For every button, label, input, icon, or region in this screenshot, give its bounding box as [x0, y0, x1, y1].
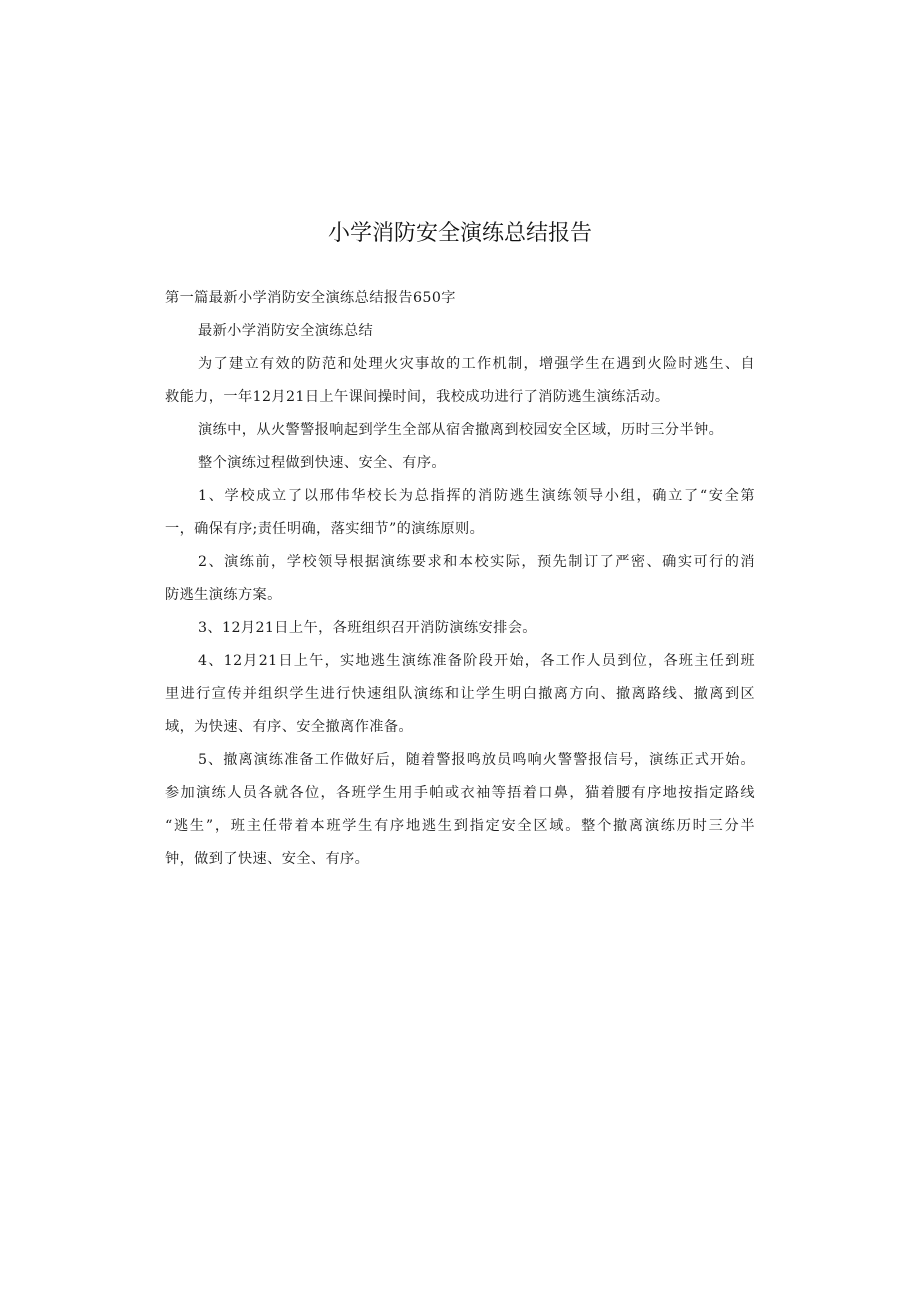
paragraph-line: 演练中，从火警警报响起到学生全部从宿舍撤离到校园安全区域，历时三分半钟。 — [198, 422, 724, 438]
paragraph-line: 为了建立有效的防范和处理火灾事故的工作机制，增强学生在遇到火险时逃生、自 — [198, 356, 755, 372]
subtitle-line: 最新小学消防安全演练总结 — [198, 323, 374, 339]
list-item-4-line: 4、12月21日上午，实地逃生演练准备阶段开始，各工作人员到位，各班主任到班 — [198, 653, 755, 669]
list-item-1-line: 一，确保有序;责任明确，落实细节”的演练原则。 — [165, 521, 485, 537]
document-title: 小学消防安全演练总结报告 — [327, 221, 592, 246]
section-heading: 第一篇最新小学消防安全演练总结报告650字 — [165, 290, 456, 306]
list-item-4-line: 域，为快速、有序、安全撤离作准备。 — [165, 719, 413, 735]
list-item-4-line: 里进行宣传并组织学生进行快速组队演练和让学生明白撤离方向、撤离路线、撤离到区 — [165, 686, 755, 702]
paragraph-line: 救能力，一年12月21日上午课间操时间，我校成功进行了消防逃生演练活动。 — [165, 389, 670, 405]
list-item-2-line: 2、演练前，学校领导根据演练要求和本校实际，预先制订了严密、确实可行的消 — [198, 554, 755, 570]
list-item-5-line: “逃生”，班主任带着本班学生有序地逃生到指定安全区域。整个撤离演练历时三分半 — [165, 818, 755, 834]
list-item-3-line: 3、12月21日上午，各班组织召开消防演练安排会。 — [198, 620, 537, 636]
list-item-5-line: 钟，做到了快速、安全、有序。 — [165, 851, 370, 867]
list-item-1-line: 1、学校成立了以邢伟华校长为总指挥的消防逃生演练领导小组，确立了“安全第 — [198, 488, 755, 504]
document-body — [165, 282, 755, 876]
list-item-2-line: 防逃生演练方案。 — [165, 587, 282, 603]
list-item-5-line: 参加演练人员各就各位，各班学生用手帕或衣袖等捂着口鼻，猫着腰有序地按指定路线 — [165, 785, 755, 801]
list-item-5-line: 5、撤离演练准备工作做好后，随着警报鸣放员鸣响火警警报信号，演练正式开始。 — [198, 752, 755, 768]
paragraph-line: 整个演练过程做到快速、安全、有序。 — [198, 455, 446, 471]
